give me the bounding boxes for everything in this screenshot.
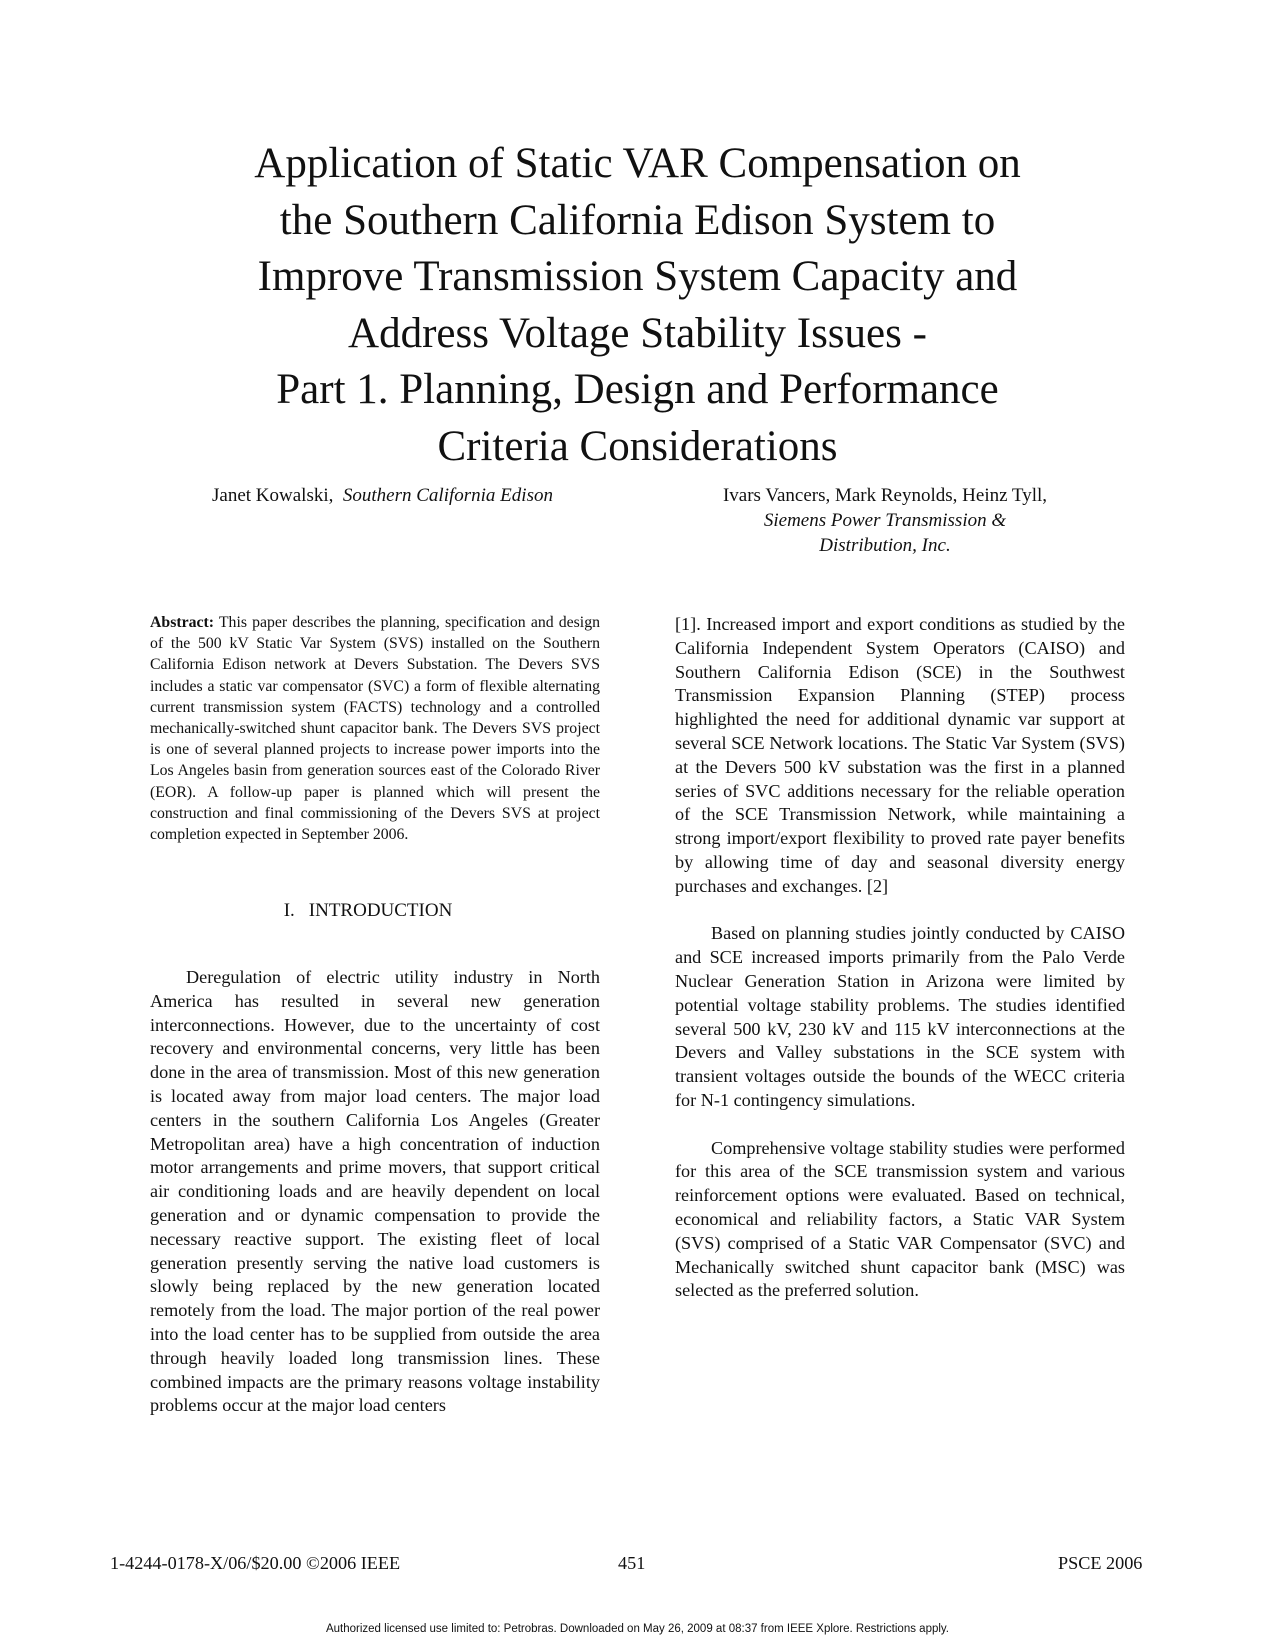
title-line: Address Voltage Stability Issues - <box>348 309 927 357</box>
paper-title <box>0 136 1275 475</box>
author-affiliation-line2: Distribution, Inc. <box>819 535 951 556</box>
section-heading <box>150 899 600 923</box>
title-line: Criteria Considerations <box>437 422 838 470</box>
abstract-text: This paper describes the planning, specification and design of the 500 kV Static Var System (SVS) installed on the Southern California Edison network at Devers Substation. The Devers SVS includes a static var compensator (SVC) a form of flexible alternating current transmission system (FACTS) technology and a controlled mechanically-switched shunt capacitor bank. The Devers SVS project is one of several planned projects to increase power imports into the Los Angeles basin from generation sources east of the Colorado River (EOR). A follow-up paper is planned which will present the construction and final commissioning of the Devers SVS at project completion expected in September 2006. <box>150 614 600 844</box>
paragraph: Deregulation of electric utility industry in North America has resulted in several new generation interconnections. However, due to the uncertainty of cost recovery and environmental concerns, very little has been done in the area of transmission. Most of this new generation is located away from major load centers. The major load centers in the southern California Los Angeles (Greater Metropolitan area) have a high concentration of induction motor arrangements and prime movers, that support critical air conditioning loads and are heavily dependent on local generation and or dynamic compensation to provide the necessary reactive support. The existing fleet of local generation presently serving the native load customers is slowly being replaced by the new generation located remotely from the load. The major portion of the real power into the load center has to be supplied from outside the area through heavily loaded long transmission lines. These combined impacts are the primary reasons voltage instability problems occur at the major load centers <box>150 967 600 1416</box>
author-affiliation-line1: Siemens Power Transmission & <box>763 510 1007 531</box>
section-number: I. <box>283 900 295 921</box>
author-block-right <box>650 483 1120 558</box>
abstract <box>150 612 600 845</box>
paragraph: [1]. Increased import and export conditions as studied by the California Independent System Operators (CAISO) and Southern California Edison (SCE) in the Southwest Transmission Expansion Planning (STEP) process highlighted the need for additional dynamic var support at several SCE Network locations. The Static Var System (SVS) at the Devers 500 kV substation was the first in a planned series of SVC additions necessary for the reliable operation of the SCE Transmission Network, while maintaining a strong import/export flexibility to proved rate payer benefits by allowing time of day and seasonal diversity energy purchases and exchanges. [2] <box>675 614 1125 896</box>
abstract-label: Abstract: <box>150 614 215 631</box>
paragraph: Comprehensive voltage stability studies were performed for this area of the SCE transmission system and various reinforcement options were evaluated. Based on technical, economical and reliability factors, a Static VAR System (SVS) comprised of a Static VAR Compensator (SVC) and Mechanically switched shunt capacitor bank (MSC) was selected as the preferred solution. <box>675 1137 1125 1301</box>
download-notice: Authorized licensed use limited to: Petrobras. Downloaded on May 26, 2009 at 08:37 from IEEE Xplore. Restrictions apply. <box>325 1623 950 1635</box>
title-line: Improve Transmission System Capacity and <box>257 253 1018 300</box>
footer-copyright: 1-4244-0178-X/06/$20.00 ©2006 IEEE <box>110 1553 401 1573</box>
author-names: Ivars Vancers, Mark Reynolds, Heinz Tyll, <box>722 485 1048 506</box>
author-name: Janet Kowalski, <box>212 485 334 506</box>
introduction-body <box>150 966 600 1418</box>
author-affiliation: Southern California Edison <box>342 485 553 506</box>
title-line: Part 1. Planning, Design and Performance <box>276 366 999 413</box>
right-column-body <box>675 613 1125 1303</box>
page-number: 451 <box>618 1553 646 1573</box>
paragraph: Based on planning studies jointly conducted by CAISO and SCE increased imports primarily from the Palo Verde Nuclear Generation Station in Arizona were limited by potential voltage stability problems. The studies identified several 500 kV, 230 kV and 115 kV interconnections at the Devers and Valley substations in the SCE system with transient voltages outside the bounds of the WECC criteria for N-1 contingency simulations. <box>675 923 1125 1110</box>
title-line: the Southern California Edison System to <box>279 196 996 244</box>
section-title: INTRODUCTION <box>308 900 453 921</box>
title-line: Application of Static VAR Compensation on <box>254 140 1021 187</box>
author-block-left <box>140 483 625 508</box>
footer-conference: PSCE 2006 <box>1058 1553 1143 1573</box>
